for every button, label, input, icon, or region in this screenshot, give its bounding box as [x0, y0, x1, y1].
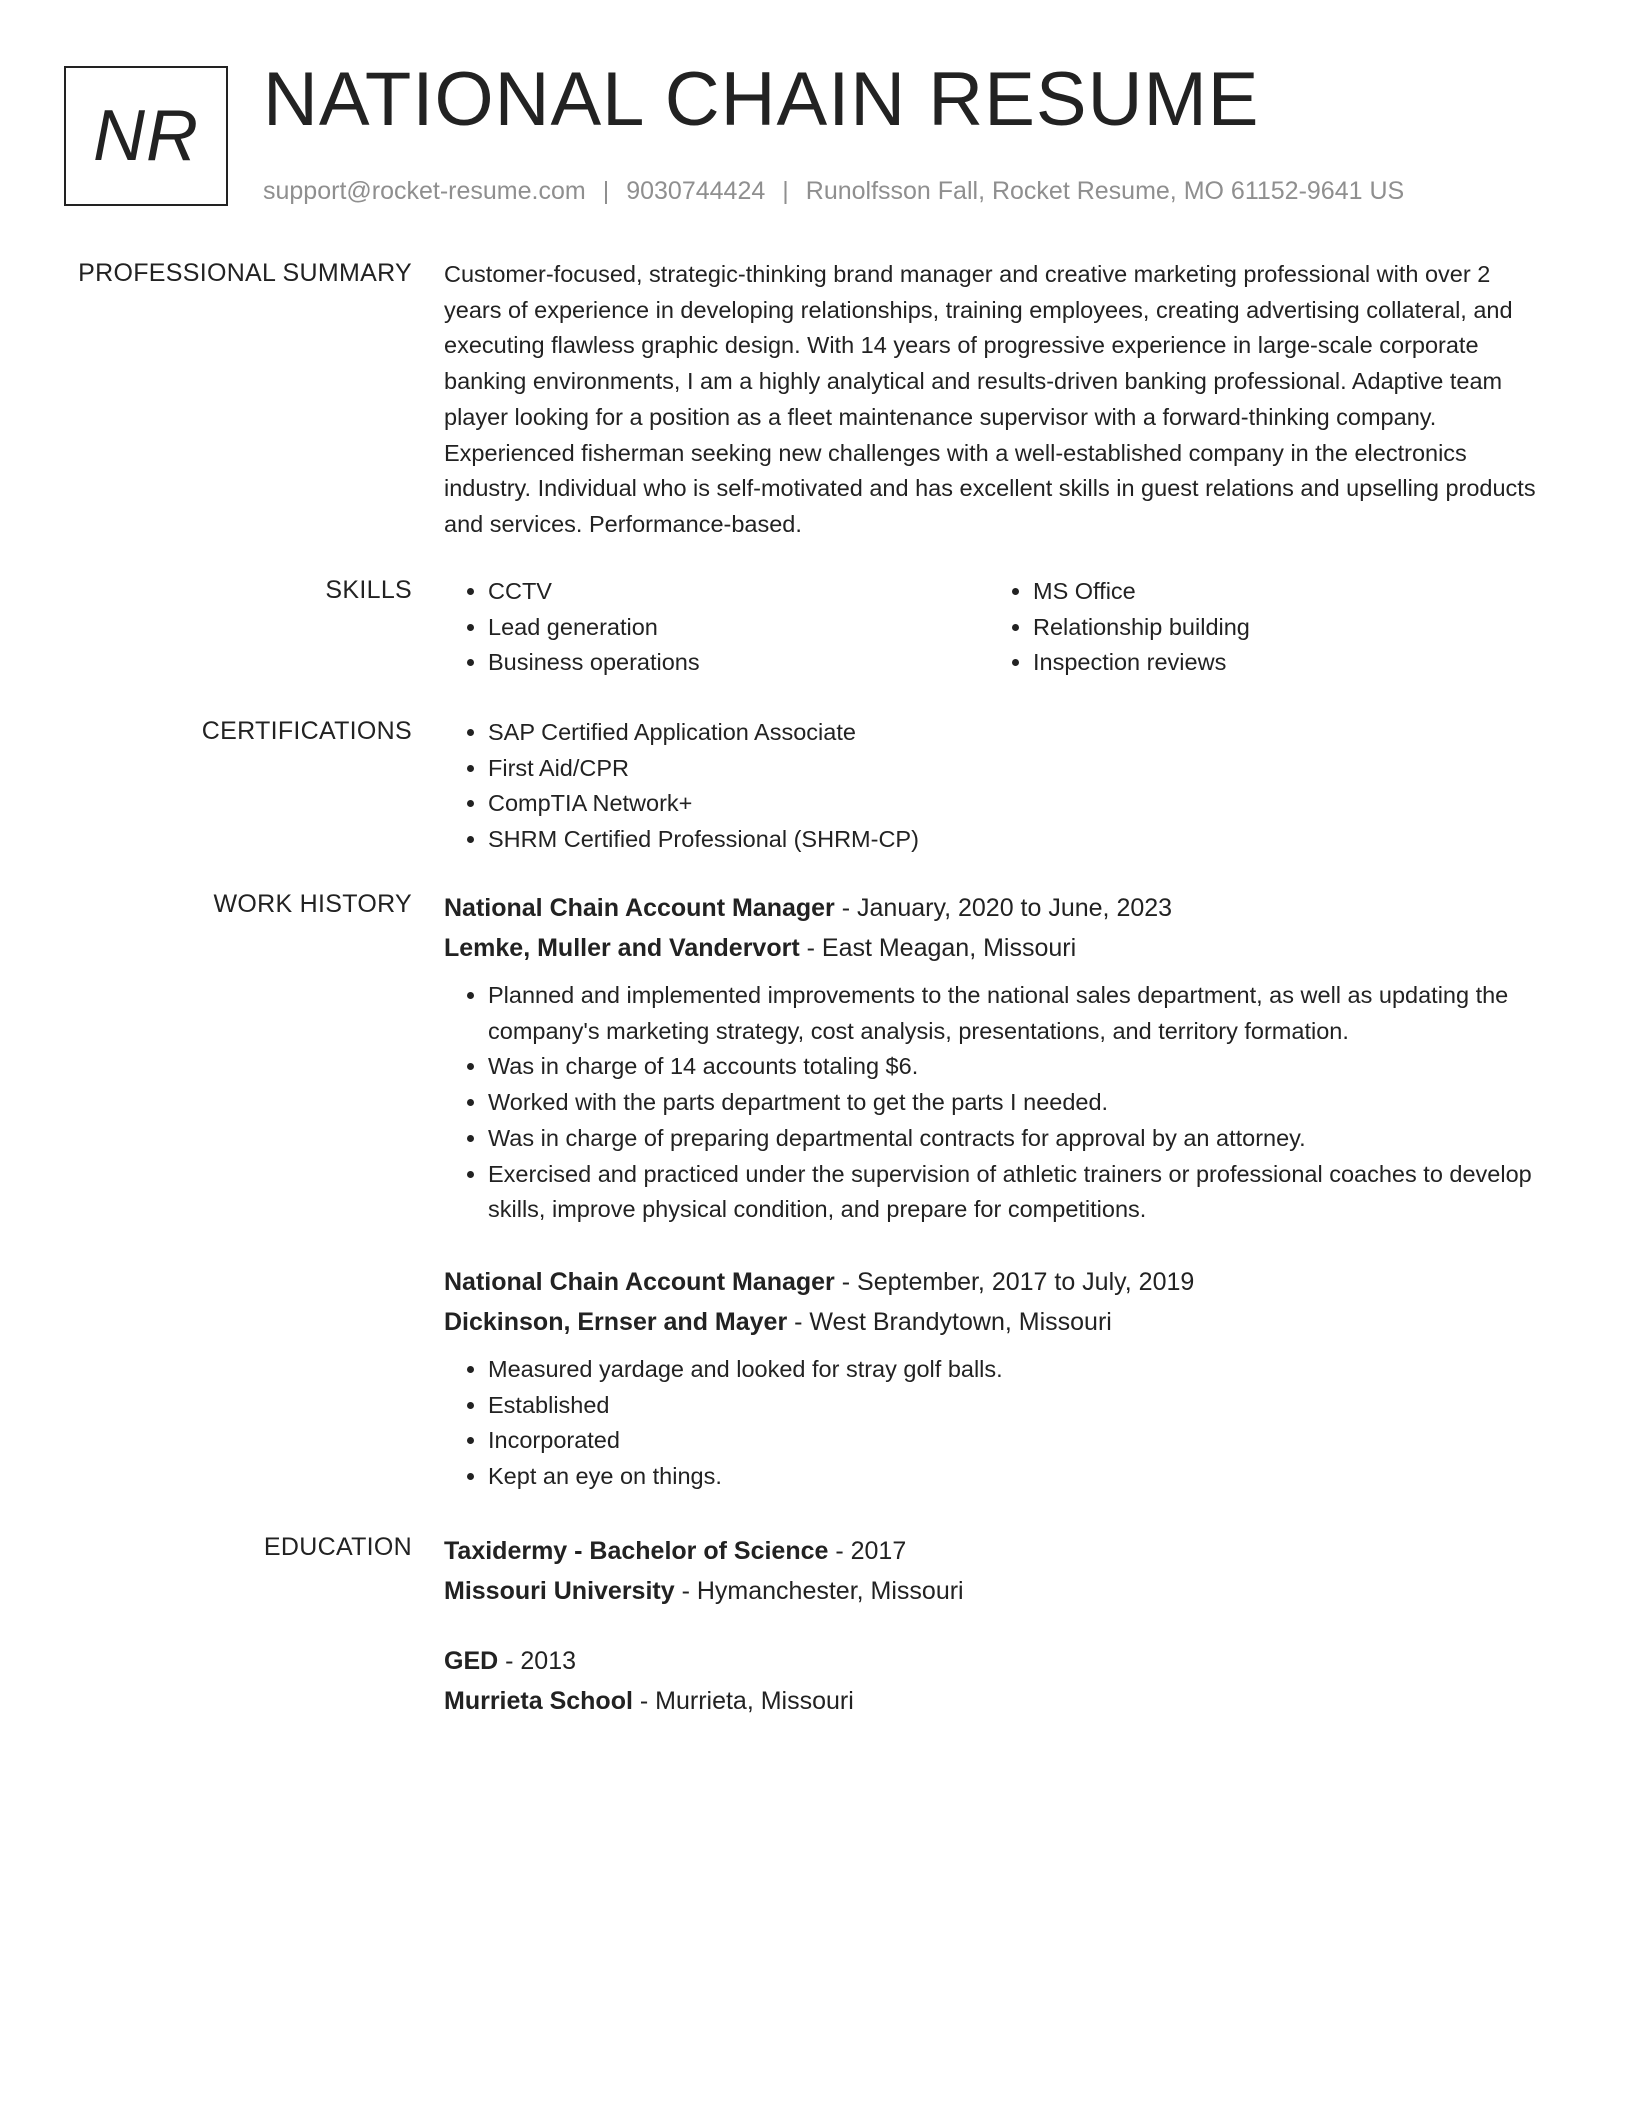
job-bullet: • Incorporated [488, 1423, 1549, 1459]
job-company: Lemke, Muller and Vandervort [444, 934, 800, 962]
summary-body [444, 257, 1549, 543]
certifications-label: CERTIFICATIONS [201, 717, 412, 745]
contact-line [263, 176, 1404, 206]
education-school-line [444, 1681, 1549, 1721]
certifications-body [444, 715, 1549, 858]
job-bullet: • Worked with the parts department to get the parts I needed. [488, 1085, 1549, 1121]
skills-column [989, 574, 1534, 681]
job-company-line [444, 1302, 1549, 1342]
resume-title: NATIONAL CHAIN RESUME [263, 57, 1260, 142]
certification-item: • SHRM Certified Professional (SHRM-CP) [488, 822, 1549, 858]
certification-item: • SAP Certified Application Associate [488, 715, 1549, 751]
work-history-body [444, 888, 1549, 1529]
skill-item: • Business operations [488, 645, 989, 681]
job-dates: - September, 2017 to July, 2019 [834, 1267, 1195, 1296]
job-title: National Chain Account Manager [444, 894, 835, 922]
education-school: Murrieta School [444, 1687, 633, 1715]
contact-email: support@rocket-resume.com [263, 177, 586, 205]
education-school: Missouri University [444, 1577, 675, 1605]
education-degree: Taxidermy - Bachelor of Science [444, 1537, 829, 1565]
skill-item: • Lead generation [488, 610, 989, 646]
job-bullet: • Kept an eye on things. [488, 1459, 1549, 1495]
education-year: - 2013 [498, 1647, 577, 1675]
education-school-line [444, 1571, 1549, 1611]
job-location: - West Brandytown, Missouri [787, 1307, 1112, 1336]
job-title-line [444, 1262, 1549, 1302]
job-bullet: • Established [488, 1388, 1549, 1424]
skill-item: • Inspection reviews [1033, 645, 1534, 681]
education-degree: GED [444, 1647, 499, 1675]
contact-address: Runolfsson Fall, Rocket Resume, MO 61152-9641 US [805, 177, 1405, 205]
education-degree-line [444, 1531, 1549, 1571]
skill-item: • Relationship building [1033, 610, 1534, 646]
job-title: National Chain Account Manager [444, 1267, 835, 1296]
education-degree-line [444, 1641, 1549, 1681]
education-location: - Hymanchester, Missouri [674, 1577, 964, 1605]
education-year: - 2017 [828, 1537, 907, 1565]
contact-separator: | [602, 177, 610, 205]
contact-separator: | [782, 177, 789, 205]
job-location: - East Meagan, Missouri [799, 934, 1077, 962]
job-bullet: • Was in charge of 14 accounts totaling $6. [488, 1049, 1549, 1085]
education-entry [444, 1531, 1549, 1611]
job-company: Dickinson, Ernser and Mayer [444, 1307, 788, 1336]
summary-text: Customer-focused, strategic-thinking brand manager and creative marketing professional with over 2 years of experience in developing relationships, training employees, creating advertising collateral, and executing flawless graphic design. With 14 years of progressive experience in large-scale corporate banking environments, I am a highly analytical and results-driven banking professional. Adaptive team player looking for a position as a fleet maintenance supervisor with a forward-thinking company. Experienced fisherman seeking new challenges with a well-established company in the electronics industry. Individual who is self-motivated and has excellent skills in guest relations and upselling products and services. Performance-based. [444, 261, 1536, 537]
job-dates: - January, 2020 to June, 2023 [834, 894, 1173, 922]
job-bullet: • Exercised and practiced under the supervision of athletic trainers or professional coaches to develop skills, improve physical condition, and prepare for competitions. [488, 1157, 1549, 1228]
job-bullet: • Was in charge of preparing departmental contracts for approval by an attorney. [488, 1121, 1549, 1157]
education-body [444, 1531, 1549, 1751]
contact-phone: 9030744424 [626, 177, 766, 205]
monogram-initials: NR [93, 96, 199, 176]
job-bullet: • Measured yardage and looked for stray golf balls. [488, 1352, 1549, 1388]
certification-item: • First Aid/CPR [488, 751, 1549, 787]
skills-column [444, 574, 989, 681]
work-history-label: WORK HISTORY [213, 890, 412, 918]
skills-label: SKILLS [325, 576, 412, 604]
skills-body [444, 574, 1549, 681]
skill-item: • MS Office [1033, 574, 1534, 610]
job-company-line [444, 928, 1549, 968]
monogram-box [64, 66, 228, 206]
skill-item: • CCTV [488, 574, 989, 610]
education-entry [444, 1641, 1549, 1721]
summary-label: PROFESSIONAL SUMMARY [78, 259, 412, 287]
job-bullet: • Planned and implemented improvements to the national sales department, as well as updating the company's marketing strategy, cost analysis, presentations, and territory formation. [488, 978, 1549, 1049]
education-label: EDUCATION [263, 1533, 412, 1561]
certification-item: • CompTIA Network+ [488, 786, 1549, 822]
job-entry [444, 888, 1549, 1228]
job-entry [444, 1262, 1549, 1495]
job-title-line [444, 888, 1549, 928]
education-location: - Murrieta, Missouri [632, 1687, 854, 1715]
